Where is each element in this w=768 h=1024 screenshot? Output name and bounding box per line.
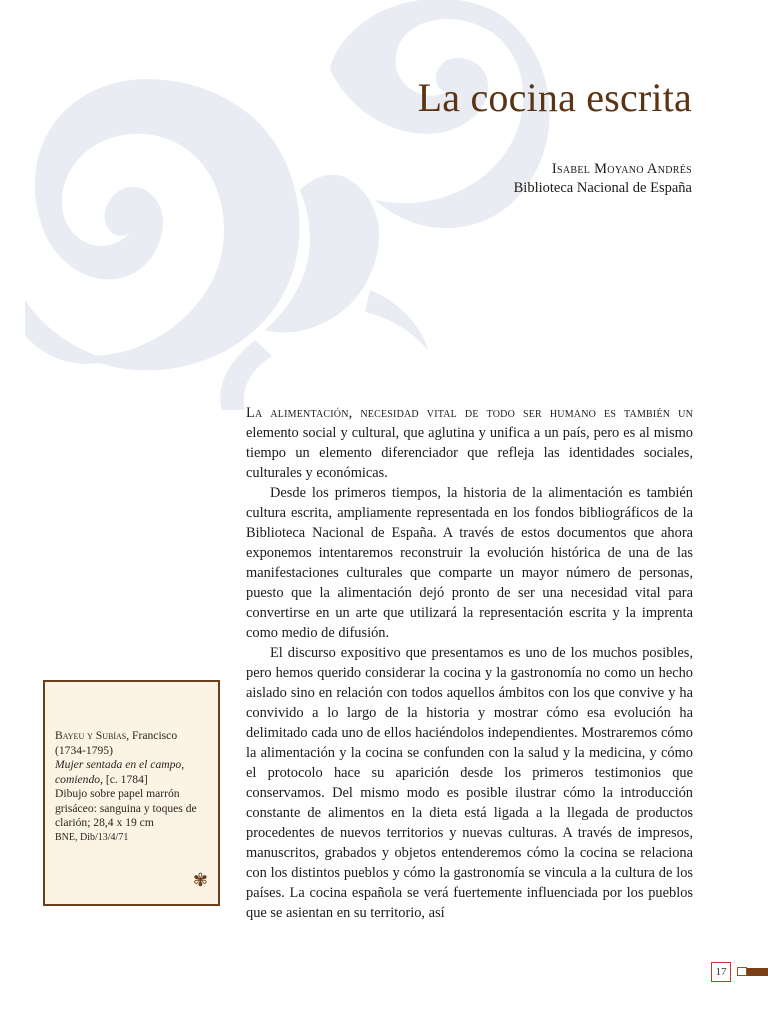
caption-work-line: [55, 758, 208, 787]
caption-author-line: [55, 729, 208, 744]
caption-author-given: Francisco: [129, 729, 178, 742]
author-name: Isabel Moyano Andrés: [551, 161, 692, 177]
article-body: [246, 403, 693, 923]
caption-technique: Dibujo sobre papel marrón grisáceo: sanguina y toques de clarión; 28,4 x 19 cm: [55, 787, 197, 829]
page-tab-bar: [747, 968, 768, 976]
page-tab-marker: [737, 967, 747, 976]
page-title: La cocina escrita: [417, 75, 692, 120]
author-affiliation: Biblioteca Nacional de España: [513, 180, 692, 196]
caption-work-title: Mujer sentada en el campo, comiendo,: [55, 758, 185, 786]
lead-in-text: La alimentación, necesidad vital de todo ser humano es también un: [246, 405, 693, 421]
caption-dates: (1734-1795): [55, 743, 113, 757]
caption-reference: BNE, Dib/13/4/71: [55, 831, 129, 843]
paragraph-2: Desde los primeros tiempos, la historia de la alimentación es también cultura escrita, ampliamente representada en los fondos bibliográficos de la Biblioteca Nacional de España. A través de estos documentos que ahora exponemos intentaremos reconstruir la evolución histórica de una de las manifestaciones culturales que comparte un mayor número de personas, puesto que la alimentación dejó pronto de ser una necesidad vital para convertirse en un arte que utilizará la representación escrita y la imprenta como medio de difusión.: [246, 485, 693, 641]
paragraph-3: El discurso expositivo que presentamos es uno de los muchos posibles, pero hemos querido considerar la cocina y la gastronomía no como un hecho aislado sino en relación con todos aquellos ámbitos con los que convive y ha convivido a lo largo de la historia y mostrar cómo esa evolución ha delimitado cada uno de ellos haciéndolos independientes. Mostraremos cómo la alimentación y la cocina se confunden con la salud y la medicina, y cómo el protocolo hace su aparición desde los primeros testimonios que conservamos. Del mismo modo es posible ilustrar cómo la introducción constante de alimentos en la dieta está ligada a la llegada de productos procedentes de nuevos territorios y nuevas culturas. A través de impresos, manuscritos, grabados y objetos entenderemos cómo la cocina se relaciona con los distintos pueblos y cómo la gastronomía se vincula a la cultura de los países. La cocina española se verá fuertemente influenciada por los pueblos que se asientan en su territorio, así: [246, 645, 693, 921]
caption-work-date: [c. 1784]: [102, 772, 148, 786]
fleuron-icon: ✾: [192, 869, 208, 890]
image-caption-box: [43, 680, 220, 906]
decorative-ornament: [0, 0, 768, 420]
paragraph-1: [246, 403, 693, 483]
page-number: 17: [711, 962, 731, 982]
author-block: [514, 160, 692, 198]
paragraph-1-text: elemento social y cultural, que aglutina y unifica a un país, pero es al mismo tiempo un elemento diferenciador que refleja las identidades sociales, culturales y económicas.: [246, 425, 693, 481]
caption-author: Bayeu y Subías,: [55, 729, 130, 742]
